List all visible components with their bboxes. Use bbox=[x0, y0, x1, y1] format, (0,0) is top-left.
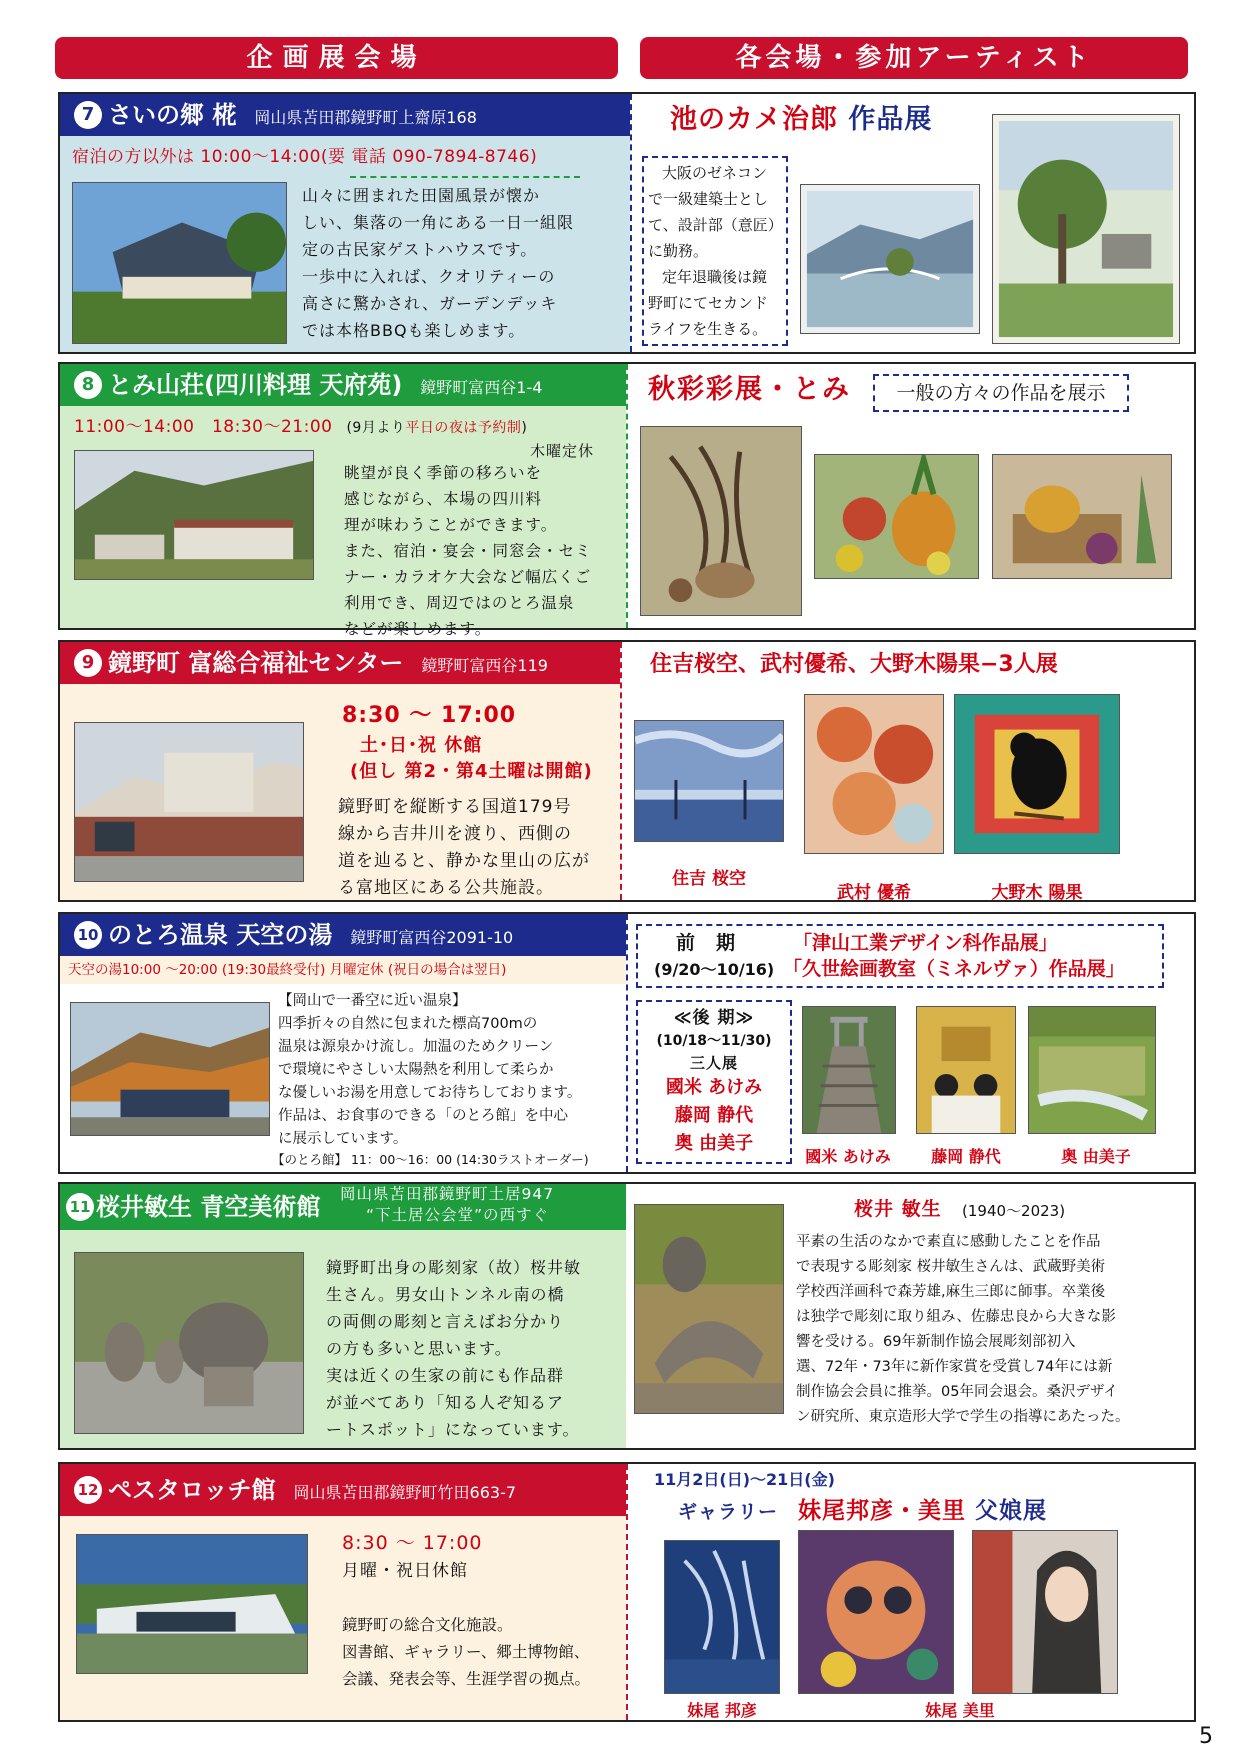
venue-9-artwork-2 bbox=[804, 694, 944, 854]
venue-12-hours: 8:30 ～ 17:00 bbox=[342, 1532, 483, 1554]
venue-8-address: 鏡野町富西谷1-4 bbox=[420, 378, 543, 397]
venue-10-early-exhibit-1: 「津山工業デザイン科作品展」 bbox=[793, 932, 1058, 954]
venue-8-hours: 11:00～14:00 18:30～21:00 (9月より平日の夜は予約制) bbox=[74, 417, 528, 437]
header-right: 各会場・参加アーティスト bbox=[640, 37, 1188, 79]
venue-11-address: 岡山県苫田郡鏡野町土居947 “下土居公会堂”の西すぐ bbox=[340, 1185, 555, 1224]
venue-9-caption-2: 武村 優希 bbox=[837, 883, 911, 903]
venue-10-name: のとろ温泉 天空の湯 bbox=[108, 921, 333, 949]
venue-7-artwork-1 bbox=[800, 184, 980, 334]
venue-8-exhibit-title: 秋彩彩展・とみ bbox=[648, 374, 851, 405]
venue-8-photo bbox=[74, 450, 314, 580]
venue-11-number: 11 bbox=[66, 1193, 94, 1221]
venue-7-dash bbox=[350, 176, 580, 178]
venue-7-artwork-2 bbox=[992, 114, 1180, 344]
venue-10-notoro-hours: 【のとろ館】 11：00～16：00 (14:30ラストオーダー) bbox=[272, 1152, 589, 1167]
venue-7-description: 山々に囲まれた田園風景が懐か しい、集落の一角にある一日一組限 定の古民家ゲストハウスです。 一歩中に入れば、クオリティーの 高さに驚かされ、ガーデンデッキ では本格BBQも楽しめます。 bbox=[302, 186, 575, 340]
venue-11-description: 鏡野町出身の彫刻家（故）桜井敏 生さん。男女山トンネル南の橋 の両側の彫刻と言えばお分かり の方も多いと思います。 実は近くの生家の前にも作品群 が並べてあり「知る人ぞ知るア ートスポット」になっています。 bbox=[326, 1258, 582, 1439]
venue-10 bbox=[58, 912, 1196, 1174]
header-left: 企画展会場 bbox=[55, 37, 618, 79]
venue-9-info bbox=[60, 642, 620, 900]
venue-10-caption-1: 國米 あけみ bbox=[805, 1147, 891, 1166]
venue-10-late-type: 三人展 bbox=[689, 1054, 738, 1072]
venue-12-caption-2: 妹尾 美里 bbox=[925, 1701, 995, 1720]
venue-9-artwork-1 bbox=[634, 720, 784, 842]
venue-8-closed: 木曜定休 bbox=[530, 442, 595, 460]
venue-9-closed: 土･日･祝 休館 bbox=[360, 735, 483, 756]
venue-11-exhibit bbox=[626, 1184, 1194, 1448]
venue-7-photo bbox=[72, 182, 287, 344]
venue-11-photo bbox=[74, 1252, 304, 1434]
venue-10-artwork-3 bbox=[1028, 1006, 1156, 1134]
venue-12-address: 岡山県苫田郡鏡野町竹田663-7 bbox=[293, 1483, 517, 1502]
venue-10-hours: 天空の湯10:00 ～20:00 (19:30最終受付) 月曜定休 (祝日の場合は翌日) bbox=[68, 962, 507, 978]
venue-11-info bbox=[60, 1184, 626, 1448]
venue-11 bbox=[58, 1182, 1196, 1450]
venue-8-number: 8 bbox=[74, 371, 102, 399]
venue-9-exhibit bbox=[622, 642, 1194, 903]
venue-9-closed-note: (但し 第2・第4土曜は開館) bbox=[350, 761, 593, 782]
venue-8-title-bar bbox=[60, 364, 626, 406]
venue-10-early-exhibit-2: 「久世絵画教室（ミネルヴァ）作品展」 bbox=[783, 958, 1125, 980]
venue-10-late-artists: 國米 あけみ 藤岡 静代 奥 由美子 bbox=[665, 1077, 763, 1154]
venue-10-caption-3: 奥 由美子 bbox=[1061, 1147, 1131, 1166]
venue-12-number: 12 bbox=[74, 1476, 102, 1504]
venue-10-title-bar bbox=[60, 914, 626, 956]
venue-12-artwork-2 bbox=[798, 1530, 954, 1694]
venue-12-dates: 11月2日(日)～21日(金) bbox=[654, 1470, 835, 1489]
venue-10-number: 10 bbox=[74, 921, 102, 949]
venue-9-name: 鏡野町 富総合福祉センター bbox=[108, 649, 404, 677]
venue-12 bbox=[58, 1462, 1196, 1722]
venue-12-exhibit bbox=[628, 1464, 1194, 1720]
venue-10-info bbox=[60, 914, 626, 1172]
venue-9 bbox=[58, 640, 1196, 902]
venue-9-title-bar bbox=[60, 642, 620, 684]
venue-9-description: 鏡野町を縦断する国道179号 線から吉井川を渡り、西側の 道を辿ると、静かな里山の広が る富地区にある公共施設。 bbox=[338, 797, 590, 898]
venue-8-artwork-1 bbox=[640, 426, 802, 616]
venue-8-artwork-3 bbox=[992, 454, 1172, 579]
venue-11-artist-years: (1940～2023) bbox=[962, 1202, 1066, 1220]
venue-9-number: 9 bbox=[74, 649, 102, 677]
venue-8-name: とみ山荘(四川料理 天府苑) bbox=[108, 371, 403, 399]
venue-12-closed: 月曜・祝日休館 bbox=[342, 1561, 468, 1581]
venue-10-late-dates: (10/18～11/30) bbox=[656, 1033, 772, 1049]
venue-9-caption-1: 住吉 桜空 bbox=[672, 869, 746, 889]
venue-10-exhibit bbox=[628, 914, 1194, 1172]
venue-12-description: 鏡野町の総合文化施設。 図書館、ギャラリー、郷土博物館、 会議、発表会等、生涯学習の拠点。 bbox=[342, 1616, 591, 1688]
venue-11-artist-name: 桜井 敏生 bbox=[854, 1198, 942, 1220]
venue-7-number: 7 bbox=[74, 101, 102, 129]
venue-12-artwork-3 bbox=[972, 1530, 1118, 1694]
venue-7-exhibit-title: 池のカメ治郎 作品展 bbox=[670, 104, 933, 135]
venue-9-photo bbox=[74, 722, 304, 882]
venue-10-caption-2: 藤岡 静代 bbox=[931, 1147, 1001, 1166]
venue-12-caption-1: 妹尾 邦彦 bbox=[687, 1701, 757, 1720]
venue-11-artwork bbox=[634, 1204, 784, 1414]
venue-10-artwork-1 bbox=[802, 1006, 896, 1134]
venue-7-address: 岡山県苫田郡鏡野町上齋原168 bbox=[254, 108, 477, 127]
venue-12-info bbox=[60, 1464, 626, 1720]
venue-7-title-bar bbox=[60, 94, 630, 136]
venue-8-description: 眺望が良く季節の移ろいを 感じながら、本場の四川料 理が味わうことができます。 また、宿泊・宴会・同窓会・セミ ナー・カラオケ大会など幅広くご 利用でき、周辺ではのとろ温泉 などが楽しめます。 bbox=[344, 464, 592, 638]
venue-12-name: ペスタロッチ館 bbox=[108, 1476, 276, 1504]
venue-12-exhibit-title: ギャラリー 妹尾邦彦・美里 父娘展 bbox=[678, 1498, 1048, 1524]
venue-10-description: 【岡山で一番空に近い温泉】 四季折々の自然に包まれた標高700mの 温泉は源泉かけ流し。加温のためクリーン で環境にやさしい太陽熱を利用して柔らか な優しいお湯を用意してお待ちしております。 作品は、お食事のできる「のとろ館」を中心 に展示しています。 bbox=[278, 993, 582, 1147]
venue-12-artwork-1 bbox=[664, 1540, 780, 1694]
venue-12-title-bar bbox=[60, 1464, 626, 1516]
page-number: 5 bbox=[1199, 1724, 1213, 1749]
venue-11-artist-bio: 平素の生活のなかで素直に感動したことを作品 で表現する彫刻家 桜井敏生さんは、武蔵野美術 学校西洋画科で森芳雄,麻生三郎に師事。卒業後 は独学で彫刻に取り組み、佐藤忠良から大きな影 響を受ける。69年新制作協会展彫刻部初入 選、72年・73年に新作家賞を受賞し74年には新 制作協会会員に推挙。05年同会退会。桑沢デザイ ン研究所、東京造形大学で学生の指導にあたった。 bbox=[796, 1234, 1130, 1425]
venue-8-exhibit bbox=[628, 364, 1194, 628]
venue-10-artwork-2 bbox=[916, 1006, 1016, 1134]
venue-7-hours: 宿泊の方以外は 10:00～14:00(要 電話 090-7894-8746) bbox=[72, 147, 538, 167]
venue-7-info bbox=[60, 94, 630, 352]
venue-10-early-label: 前 期 bbox=[676, 932, 737, 954]
venue-9-caption-3: 大野木 陽果 bbox=[991, 883, 1083, 903]
venue-10-address: 鏡野町富西谷2091-10 bbox=[350, 928, 514, 947]
venue-9-address: 鏡野町富西谷119 bbox=[421, 656, 548, 675]
venue-11-name: 桜井敏生 青空美術館 bbox=[96, 1193, 321, 1221]
venue-7-exhibit bbox=[632, 94, 1194, 352]
venue-8-artwork-2 bbox=[814, 454, 979, 579]
venue-9-artwork-3 bbox=[954, 694, 1120, 854]
venue-9-hours: 8:30 ～ 17:00 bbox=[342, 703, 517, 728]
venue-7 bbox=[58, 92, 1196, 354]
venue-8-info bbox=[60, 364, 626, 638]
venue-8-exhibit-note: 一般の方々の作品を展示 bbox=[873, 374, 1129, 412]
venue-8 bbox=[58, 362, 1196, 638]
venue-9-exhibit-title: 住吉桜空、武村優希、大野木陽果−3人展 bbox=[650, 652, 1058, 677]
venue-10-early-dates: (9/20～10/16) bbox=[654, 960, 775, 979]
venue-12-photo bbox=[76, 1534, 308, 1674]
venue-10-late-label: ≪後 期≫ bbox=[673, 1008, 755, 1028]
venue-7-artist-bio: 大阪のゼネコン で一級建築士とし て、設計部（意匠） に勤務。 定年退職後は鏡 野町にてセカンド ライフを生きる。 bbox=[642, 156, 788, 346]
venue-7-name: さいの郷 椛 bbox=[108, 101, 237, 129]
venue-10-photo bbox=[70, 1002, 270, 1136]
